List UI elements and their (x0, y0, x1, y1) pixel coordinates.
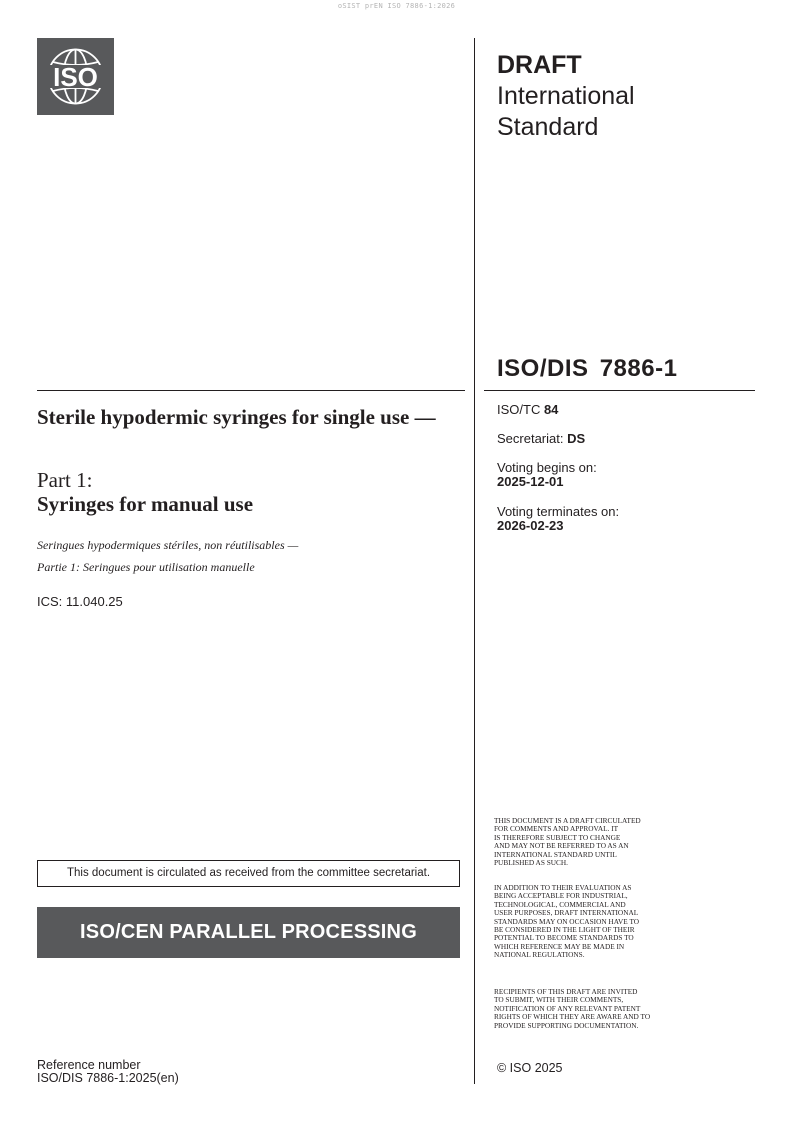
parallel-processing-banner: ISO/CEN PARALLEL PROCESSING (37, 907, 460, 958)
tc-label: ISO/TC (497, 402, 544, 417)
copyright: © ISO 2025 (497, 1061, 563, 1075)
voting-begins (497, 461, 757, 489)
reference-value: ISO/DIS 7886-1:2025(en) (37, 1071, 179, 1085)
document-status (497, 50, 757, 143)
circulation-note: This document is circulated as received from the committee secretariat. (37, 860, 460, 887)
title-rule-left (37, 390, 465, 391)
voting-terminates-label: Voting terminates on: (497, 504, 620, 519)
reference-label: Reference number (37, 1058, 141, 1072)
column-divider (474, 38, 475, 1084)
document-number: ISO/DIS 7886-1 (497, 355, 678, 382)
voting-begins-label: Voting begins on: (497, 460, 597, 475)
technical-committee (497, 403, 757, 417)
reference-number (37, 1059, 179, 1085)
status-line-3: Standard (497, 113, 599, 141)
logo-text: ISO (53, 62, 98, 92)
french-title-line-1: Seringues hypodermiques stériles, non réutilisables — (37, 538, 299, 552)
french-title-line-2: Partie 1: Seringues pour utilisation manuelle (37, 560, 255, 574)
voting-begins-date: 2025-12-01 (497, 474, 564, 489)
draft-notice: THIS DOCUMENT IS A DRAFT CIRCULATED FOR COMMENTS AND APPROVAL. IT IS THEREFORE SUBJECT TO CHANGE AND MAY NOT BE REFERRED TO AS AN INTERNATIONAL STANDARD UNTIL PUBLISHED AS SUCH. (494, 816, 641, 868)
globe-icon (37, 38, 114, 115)
ics-code: ICS: 11.040.25 (37, 594, 123, 609)
secretariat-value: DS (567, 431, 586, 446)
part-label: Part 1: (37, 468, 93, 492)
part-title: Syringes for manual use (37, 492, 254, 516)
patent-notice: RECIPIENTS OF THIS DRAFT ARE INVITED TO SUBMIT, WITH THEIR COMMENTS, NOTIFICATION OF ANY RELEVANT PATENT RIGHTS OF WHICH THEY ARE AWARE AND TO PROVIDE SUPPORTING DOCUMENTATION. (494, 987, 651, 1030)
voting-terminates-date: 2026-02-23 (497, 518, 564, 533)
title-rule-right (484, 390, 755, 391)
watermark: oSIST prEN ISO 7886-1:2026 (337, 2, 456, 10)
evaluation-notice: IN ADDITION TO THEIR EVALUATION AS BEING ACCEPTABLE FOR INDUSTRIAL, TECHNOLOGICAL, COMMERCIAL AND USER PURPOSES, DRAFT INTERNATIONAL STANDARDS MAY ON OCCASION HAVE TO BE CONSIDERED IN THE LIGHT OF THEIR POTENTIAL TO BECOME STANDARDS TO WHICH REFERENCE MAY BE MADE IN NATIONAL REGULATIONS. (494, 883, 640, 960)
secretariat-label: Secretariat: (497, 431, 568, 446)
status-line-1: DRAFT (497, 51, 582, 79)
iso-logo (37, 38, 114, 115)
tc-value: 84 (543, 402, 559, 417)
status-line-2: International (497, 82, 635, 110)
secretariat (497, 432, 757, 446)
document-title: Sterile hypodermic syringes for single use — (37, 405, 436, 429)
voting-terminates (497, 505, 757, 533)
